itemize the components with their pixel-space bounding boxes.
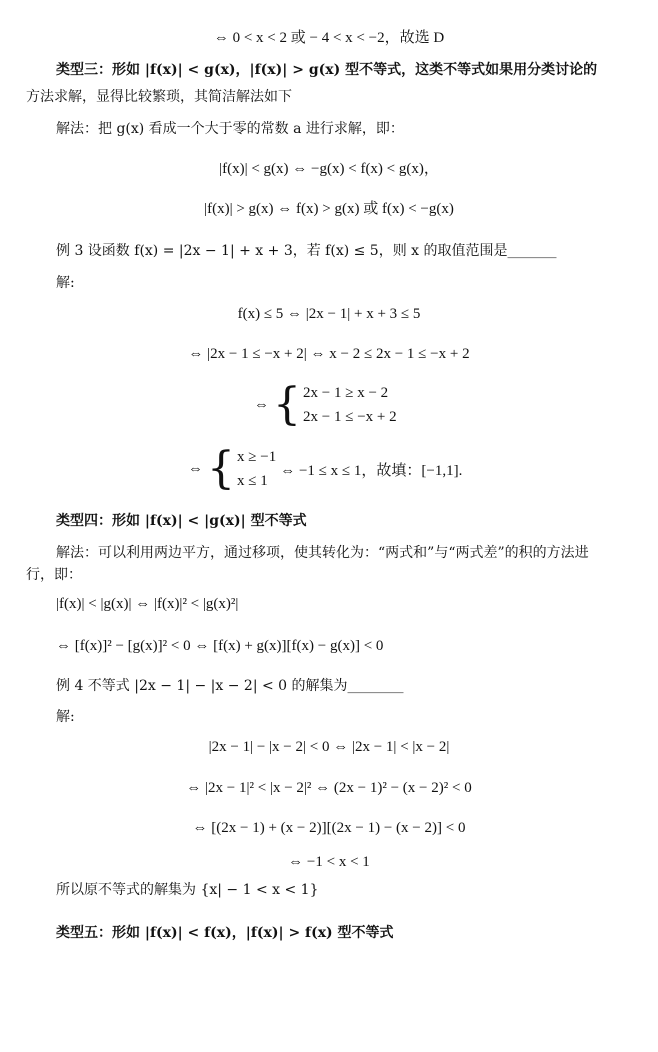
formula-line: ⇔ [f(x)]² − [g(x)]² < 0 ⇔ [f(x) + g(x)][f(x) − g(x)] < 0 (56, 638, 384, 654)
equivalence-symbol: ⇔ (254, 396, 269, 413)
paragraph-line: 解法：可以利用两边平方，通过移项，使其转化为：“两式和”与“两式差”的积的方法进 (56, 545, 589, 561)
paragraph-line: 方法求解，显得比较繁琐，其简洁解法如下 (26, 89, 292, 105)
section-heading-type-4: 类型四：形如 |f(x)| < |g(x)| 型不等式 (56, 513, 307, 529)
system-result: ⇔ −1 ≤ x ≤ 1，故填：[−1,1]. (280, 462, 463, 479)
section-heading-type-3: 类型三：形如 |f(x)| < g(x)，|f(x)| > g(x) 型不等式，这类不等式如果用分类讨论的 (56, 62, 598, 78)
section-heading-type-5: 类型五：形如 |f(x)| < f(x)，|f(x)| > f(x) 型不等式 (56, 925, 394, 941)
formula-line: |f(x)| < g(x) ⇔ −g(x) < f(x) < g(x)， (219, 161, 439, 177)
system-row: x ≥ −1 (237, 449, 277, 465)
formula-line: |f(x)| < |g(x)| ⇔ |f(x)|² < |g(x)²| (56, 596, 239, 612)
formula-line: |f(x)| > g(x) ⇔ f(x) > g(x) 或 f(x) < −g(x) (204, 201, 454, 217)
system-row: 2x − 1 ≤ −x + 2 (303, 409, 397, 425)
left-brace-icon: { (207, 443, 235, 494)
left-brace-icon: { (273, 379, 301, 430)
formula-line: ⇔ |2x − 1 ≤ −x + 2| ⇔ x − 2 ≤ 2x − 1 ≤ −x + 2 (188, 346, 470, 362)
inequality-system (254, 381, 397, 429)
system-row: x ≤ 1 (237, 473, 268, 489)
formula-line: |2x − 1| − |x − 2| < 0 ⇔ |2x − 1| < |x − 2| (208, 739, 450, 755)
example-3-statement: 例 3 设函数 f(x) = |2x − 1| + x + 3，若 f(x) ≤ 5，则 x 的取值范围是_______ (56, 243, 557, 259)
conclusion-line: 所以原不等式的解集为 {x| − 1 < x < 1} (56, 882, 319, 898)
formula-line: ⇔ [(2x − 1) + (x − 2)][(2x − 1) − (x − 2)] < 0 (192, 820, 466, 836)
method-line: 解法：把 g(x) 看成一个大于零的常数 a 进行求解，即： (56, 121, 404, 137)
solution-label: 解: (56, 709, 75, 725)
system-row: 2x − 1 ≥ x − 2 (303, 385, 389, 401)
paragraph-line: 行，即： (26, 567, 82, 583)
formula-line: ⇔ −1 < x < 1 (288, 854, 370, 870)
inequality-system (188, 445, 462, 493)
formula-line: f(x) ≤ 5 ⇔ |2x − 1| + x + 3 ≤ 5 (237, 306, 421, 322)
formula-line: ⇔ |2x − 1|² < |x − 2|² ⇔ (2x − 1)² − (x − 2)² < 0 (186, 780, 472, 796)
example-4-statement: 例 4 不等式 |2x − 1| − |x − 2| < 0 的解集为________ (56, 678, 404, 694)
equivalence-symbol: ⇔ (188, 460, 203, 477)
solution-label: 解: (56, 275, 75, 291)
equivalence-line: ⇔ 0 < x < 2 或 − 4 < x < −2，故选 D (213, 30, 445, 46)
